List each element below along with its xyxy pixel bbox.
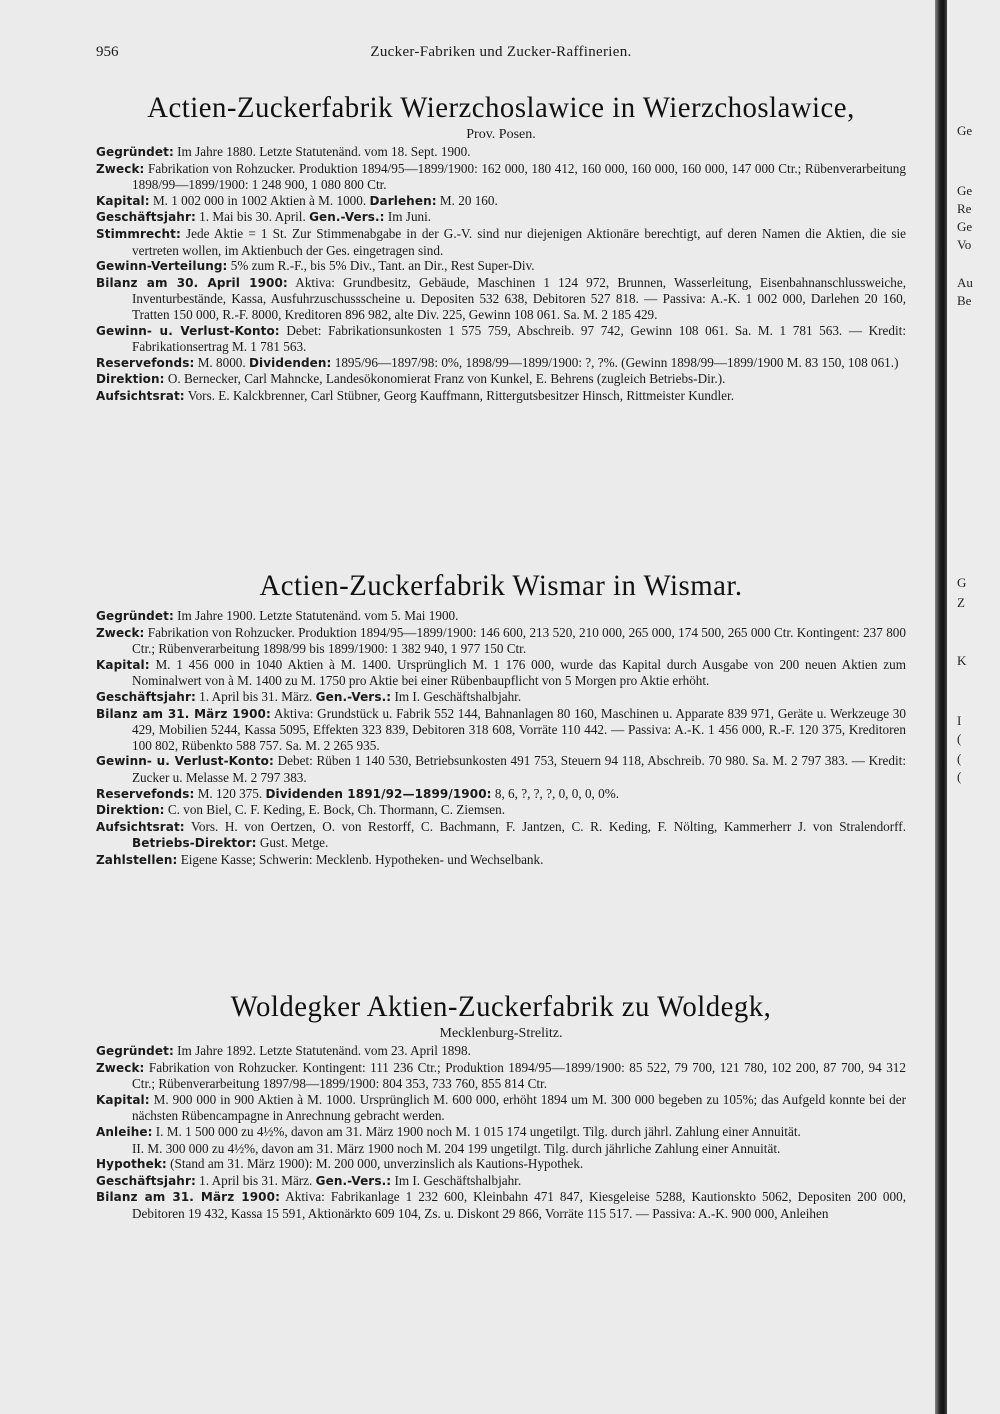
field-text: M. 8000.	[194, 354, 246, 370]
field-label: Gen.-Vers.:	[315, 689, 392, 704]
field-text: Im Jahre 1880. Letzte Statutenänd. vom 18. Sept. 1900.	[173, 144, 471, 159]
entry-paragraph	[96, 388, 906, 405]
entry-paragraph	[96, 819, 906, 852]
entry-paragraph	[96, 625, 906, 657]
entry-paragraph	[96, 706, 906, 754]
entry-paragraph	[96, 161, 906, 193]
facing-page-fragment: Ge	[957, 123, 973, 138]
facing-page-fragment: K	[957, 653, 967, 668]
field-text: M. 20 160.	[436, 192, 498, 208]
company-location: Mecklenburg-Strelitz.	[439, 1026, 563, 1041]
entry-paragraph	[96, 1043, 906, 1060]
field-label: Gegründet:	[96, 609, 174, 623]
field-label: Geschäftsjahr:	[96, 689, 196, 704]
entry-paragraph	[96, 371, 906, 388]
field-text: M. 120 375.	[194, 785, 263, 801]
field-text: Eigene Kasse; Schwerin: Mecklenb. Hypotheken- und Wechselbank.	[177, 851, 544, 867]
facing-page-fragment: Re	[957, 201, 972, 216]
field-label: Kapital:	[96, 1092, 150, 1107]
field-label: Reservefonds:	[96, 786, 195, 801]
field-label: Direktion:	[96, 372, 165, 387]
field-label: Gegründet:	[96, 1044, 174, 1058]
entry-paragraph	[96, 786, 906, 803]
field-label: Stimmrecht:	[96, 226, 181, 241]
field-label: Gewinn- u. Verlust-Konto:	[96, 323, 280, 338]
company-entry-woldegk	[96, 989, 906, 1222]
field-text: Vors. E. Kalckbrenner, Carl Stübner, Georg Kauffmann, Rittergutsbesitzer Hinsch, Rittmeister Kundler.	[184, 387, 734, 403]
page-number: 956	[96, 44, 119, 60]
field-text: M. 1 002 000 in 1002 Aktien à M. 1000.	[149, 192, 367, 208]
company-title: Actien-Zuckerfabrik Wierzchoslawice in Wierzchoslawice,	[147, 91, 855, 124]
facing-page-fragment: G	[957, 575, 967, 590]
field-text: 1895/96—1897/98: 0%, 1898/99—1899/1900: ?, ?%. (Gewinn 1898/99—1899/1900 M. 83 150, 108 061.)	[331, 354, 899, 370]
entry-paragraph	[96, 689, 906, 706]
entry-paragraph	[96, 323, 906, 355]
company-title: Woldegker Aktien-Zuckerfabrik zu Woldegk,	[230, 990, 772, 1023]
entry-paragraph	[96, 852, 906, 869]
field-label: Bilanz am 31. März 1900:	[96, 1190, 280, 1205]
field-text: Fabrikation von Rohzucker. Kontingent: 111 236 Ctr.; Produktion 1894/95—1899/1900: 85 522, 79 700, 121 780, 102 200, 87 700, 94 312 Ctr.; Rübenverarbeitung 1897/98—1899/1900: 804 353, 733 760, 855 814 Ctr.	[132, 1059, 906, 1092]
facing-page-edge	[948, 0, 1000, 1414]
field-text: II. M. 300 000 zu 4½%, davon am 31. März 1900 noch M. 204 199 ungetilgt. Tilg. durch jährliche Zahlung einer Annuität.	[132, 1140, 781, 1156]
company-title: Actien-Zuckerfabrik Wismar in Wismar.	[259, 569, 743, 602]
field-label: Zweck:	[96, 1060, 145, 1075]
field-text: Gust. Metge.	[256, 835, 329, 851]
field-text: I. M. 1 500 000 zu 4½%, davon am 31. März 1900 noch M. 1 015 174 ungetilgt. Tilg. durch jährl. Zahlung einer Annuität.	[152, 1123, 801, 1139]
entry-paragraph	[96, 355, 906, 372]
field-label: Gen.-Vers.:	[315, 1173, 392, 1188]
field-text: Im Juni.	[384, 209, 432, 225]
field-label: Hypothek:	[96, 1157, 167, 1172]
company-entry-wierzchoslawice	[96, 90, 906, 405]
facing-page-fragment: Vo	[957, 237, 972, 252]
entry-paragraph	[96, 657, 906, 689]
field-label: Dividenden 1891/92—1899/1900:	[265, 786, 492, 801]
entry-paragraph	[96, 1173, 906, 1190]
field-label: Direktion:	[96, 803, 165, 818]
field-label: Gewinn-Verteilung:	[96, 259, 228, 274]
field-label: Kapital:	[96, 657, 150, 672]
entry-paragraph	[96, 1124, 906, 1141]
facing-page-fragment: (	[957, 731, 962, 746]
field-label: Aufsichtsrat:	[96, 819, 185, 834]
running-head	[96, 44, 906, 64]
field-text: Im I. Geschäftshalbjahr.	[391, 688, 522, 704]
field-text: 5% zum R.-F., bis 5% Div., Tant. an Dir., Rest Super-Div.	[227, 258, 535, 274]
facing-page-fragment: Z	[957, 595, 965, 610]
field-text: 1. Mai bis 30. April.	[195, 209, 306, 225]
field-text: 1. April bis 31. März.	[195, 1172, 313, 1188]
field-label: Gewinn- u. Verlust-Konto:	[96, 754, 274, 769]
field-label: Aufsichtsrat:	[96, 388, 185, 403]
book-gutter	[935, 0, 947, 1414]
field-label: Zweck:	[96, 161, 145, 176]
company-entry-wismar	[96, 568, 906, 869]
entry-paragraph	[96, 275, 906, 323]
entry-paragraph	[96, 193, 906, 210]
field-text: M. 900 000 in 900 Aktien à M. 1000. Ursprünglich M. 600 000, erhöht 1894 um M. 300 000 begeben zu 105%; das Aufgeld konnte bei der nächsten Rübencampagne in Anrechnung gebracht werden.	[132, 1091, 906, 1124]
field-text: 8, 6, ?, ?, ?, 0, 0, 0, 0%.	[491, 785, 620, 801]
field-label: Darlehen:	[369, 193, 437, 208]
entry-paragraph	[96, 209, 906, 226]
entry-paragraph	[96, 1156, 906, 1173]
facing-page-fragment: Ge	[957, 219, 973, 234]
field-label: Betriebs-Direktor:	[132, 836, 257, 851]
entry-paragraph	[96, 1189, 906, 1221]
field-label: Dividenden:	[248, 355, 332, 370]
field-text: O. Bernecker, Carl Mahncke, Landesökonomierat Franz von Kunkel, E. Behrens (zugleich Betriebs-Dir.).	[164, 371, 726, 387]
field-text: C. von Biel, C. F. Keding, E. Bock, Ch. Thormann, C. Ziemsen.	[164, 802, 506, 818]
company-location: Prov. Posen.	[466, 127, 536, 142]
entry-paragraph	[96, 144, 906, 161]
field-label: Gegründet:	[96, 145, 174, 159]
entry-paragraph	[96, 753, 906, 785]
entry-paragraph	[96, 258, 906, 275]
entry-paragraph	[96, 226, 906, 258]
field-label: Gen.-Vers.:	[309, 210, 385, 225]
field-text: Debet: Rüben 1 140 530, Betriebsunkosten 491 753, Steuern 94 118, Abschreib. 70 980. Sa. M. 2 797 383. — Kredit: Zucker u. Melasse M. 2 797 383.	[132, 753, 906, 785]
field-label: Anleihe:	[96, 1124, 153, 1139]
field-text: Aktiva: Grundstück u. Fabrik 552 144, Bahnanlagen 80 160, Maschinen u. Apparate 839 971, Geräte u. Werkzeuge 30 429, Mobilien 5244, Kassa 5095, Effekten 323 839, Debitoren 318 608, Vorräte 110 442. — Passiva: A.-K. 1 456 000, R.-F. 120 375, Kreditoren 100 802, Rübenkto 588 757. Sa. M. 2 265 935.	[132, 705, 906, 753]
entry-paragraph	[96, 1060, 906, 1092]
field-label: Kapital:	[96, 193, 150, 208]
field-text: Aktiva: Grundbesitz, Gebäude, Maschinen 1 124 972, Brunnen, Wasserleitung, Eisenbahnanschlussweiche, Inventurbestände, Kassa, Ausfuhrzuschussscheine u. Depositen 532 638, Debitoren 527 818. — Passiva: A.-K. 1 002 000, Darlehen 20 160, Tratten 150 000, R.-F. 8000, Kreditoren 896 982, alte Div. 225, Gewinn 108 061. Sa. M. 2 185 429.	[132, 274, 907, 322]
field-text: Fabrikation von Rohzucker. Produktion 1894/95—1899/1900: 146 600, 213 520, 210 000, 265 000, 174 500, 265 000 Ctr. Kontingent: 237 800 Ctr.; Rübenverarbeitung 1898/99 bis 1899/1900: 1 382 940, 1 977 150 Ctr.	[132, 624, 906, 657]
facing-page-fragment: I	[957, 713, 962, 728]
facing-page-fragment: (	[957, 751, 962, 766]
field-text: Vors. H. von Oertzen, O. von Restorff, C. Bachmann, F. Jantzen, C. R. Keding, F. Nölting, Kammerherr J. von Stralendorff.	[184, 818, 906, 834]
entry-paragraph	[96, 608, 906, 625]
facing-page-fragment: Au	[957, 275, 973, 290]
field-label: Bilanz am 30. April 1900:	[96, 275, 288, 290]
field-text: M. 1 456 000 in 1040 Aktien à M. 1400. Ursprünglich M. 1 176 000, wurde das Kapital durch Ausgabe von 200 neuen Aktien zum Nominalwert von à M. 1400 zu M. 1750 pro Aktie bei einer Rübenbaupflicht von 5 Morgen pro Aktie erhöht.	[132, 656, 906, 689]
facing-page-fragment: Ge	[957, 183, 973, 198]
field-text: Jede Aktie = 1 St. Zur Stimmenabgabe in der G.-V. sind nur diejenigen Aktionäre berechtigt, auf deren Namen die Aktien, die sie vertreten wollen, im Aktienbuch der Ges. eingetragen sind.	[132, 225, 906, 258]
field-text: Debet: Fabrikationsunkosten 1 575 759, Abschreib. 97 742, Gewinn 108 061. Sa. M. 1 781 563. — Kredit: Fabrikationsertrag M. 1 781 563.	[132, 322, 906, 355]
field-text: Im I. Geschäftshalbjahr.	[391, 1172, 522, 1188]
field-label: Zweck:	[96, 625, 145, 640]
facing-page-fragment: Be	[957, 293, 972, 308]
field-label: Zahlstellen:	[96, 852, 178, 867]
entry-paragraph	[96, 1092, 906, 1124]
field-text: Im Jahre 1892. Letzte Statutenänd. vom 23. April 1898.	[173, 1043, 471, 1058]
running-title: Zucker-Fabriken und Zucker-Raffinerien.	[370, 44, 632, 60]
field-label: Geschäftsjahr:	[96, 1173, 196, 1188]
field-text: (Stand am 31. März 1900): M. 200 000, unverzinslich als Kautions-Hypothek.	[166, 1156, 584, 1172]
field-text: Aktiva: Fabrikanlage 1 232 600, Kleinbahn 471 847, Kiesgeleise 5288, Kautionskto 5062, Depositen 200 000, Debitoren 19 432, Kassa 15 591, Aktionärkto 609 104, Zs. u. Diskont 29 866, Vorräte 115 517. — Passiva: A.-K. 900 000, Anleihen	[132, 1189, 906, 1221]
field-label: Bilanz am 31. März 1900:	[96, 706, 271, 721]
field-text: Im Jahre 1900. Letzte Statutenänd. vom 5. Mai 1900.	[173, 608, 459, 623]
facing-page-fragment: (	[957, 769, 962, 784]
field-text: 1. April bis 31. März.	[195, 688, 313, 704]
entry-paragraph	[96, 802, 906, 819]
field-label: Geschäftsjahr:	[96, 210, 196, 225]
field-label: Reservefonds:	[96, 355, 195, 370]
entry-paragraph	[96, 1141, 906, 1157]
field-text: Fabrikation von Rohzucker. Produktion 1894/95—1899/1900: 162 000, 180 412, 160 000, 160 000, 160 000, 147 000 Ctr.; Rübenverarbeitung 1898/99—1899/1900: 1 248 900, 1 080 800 Ctr.	[132, 160, 906, 193]
